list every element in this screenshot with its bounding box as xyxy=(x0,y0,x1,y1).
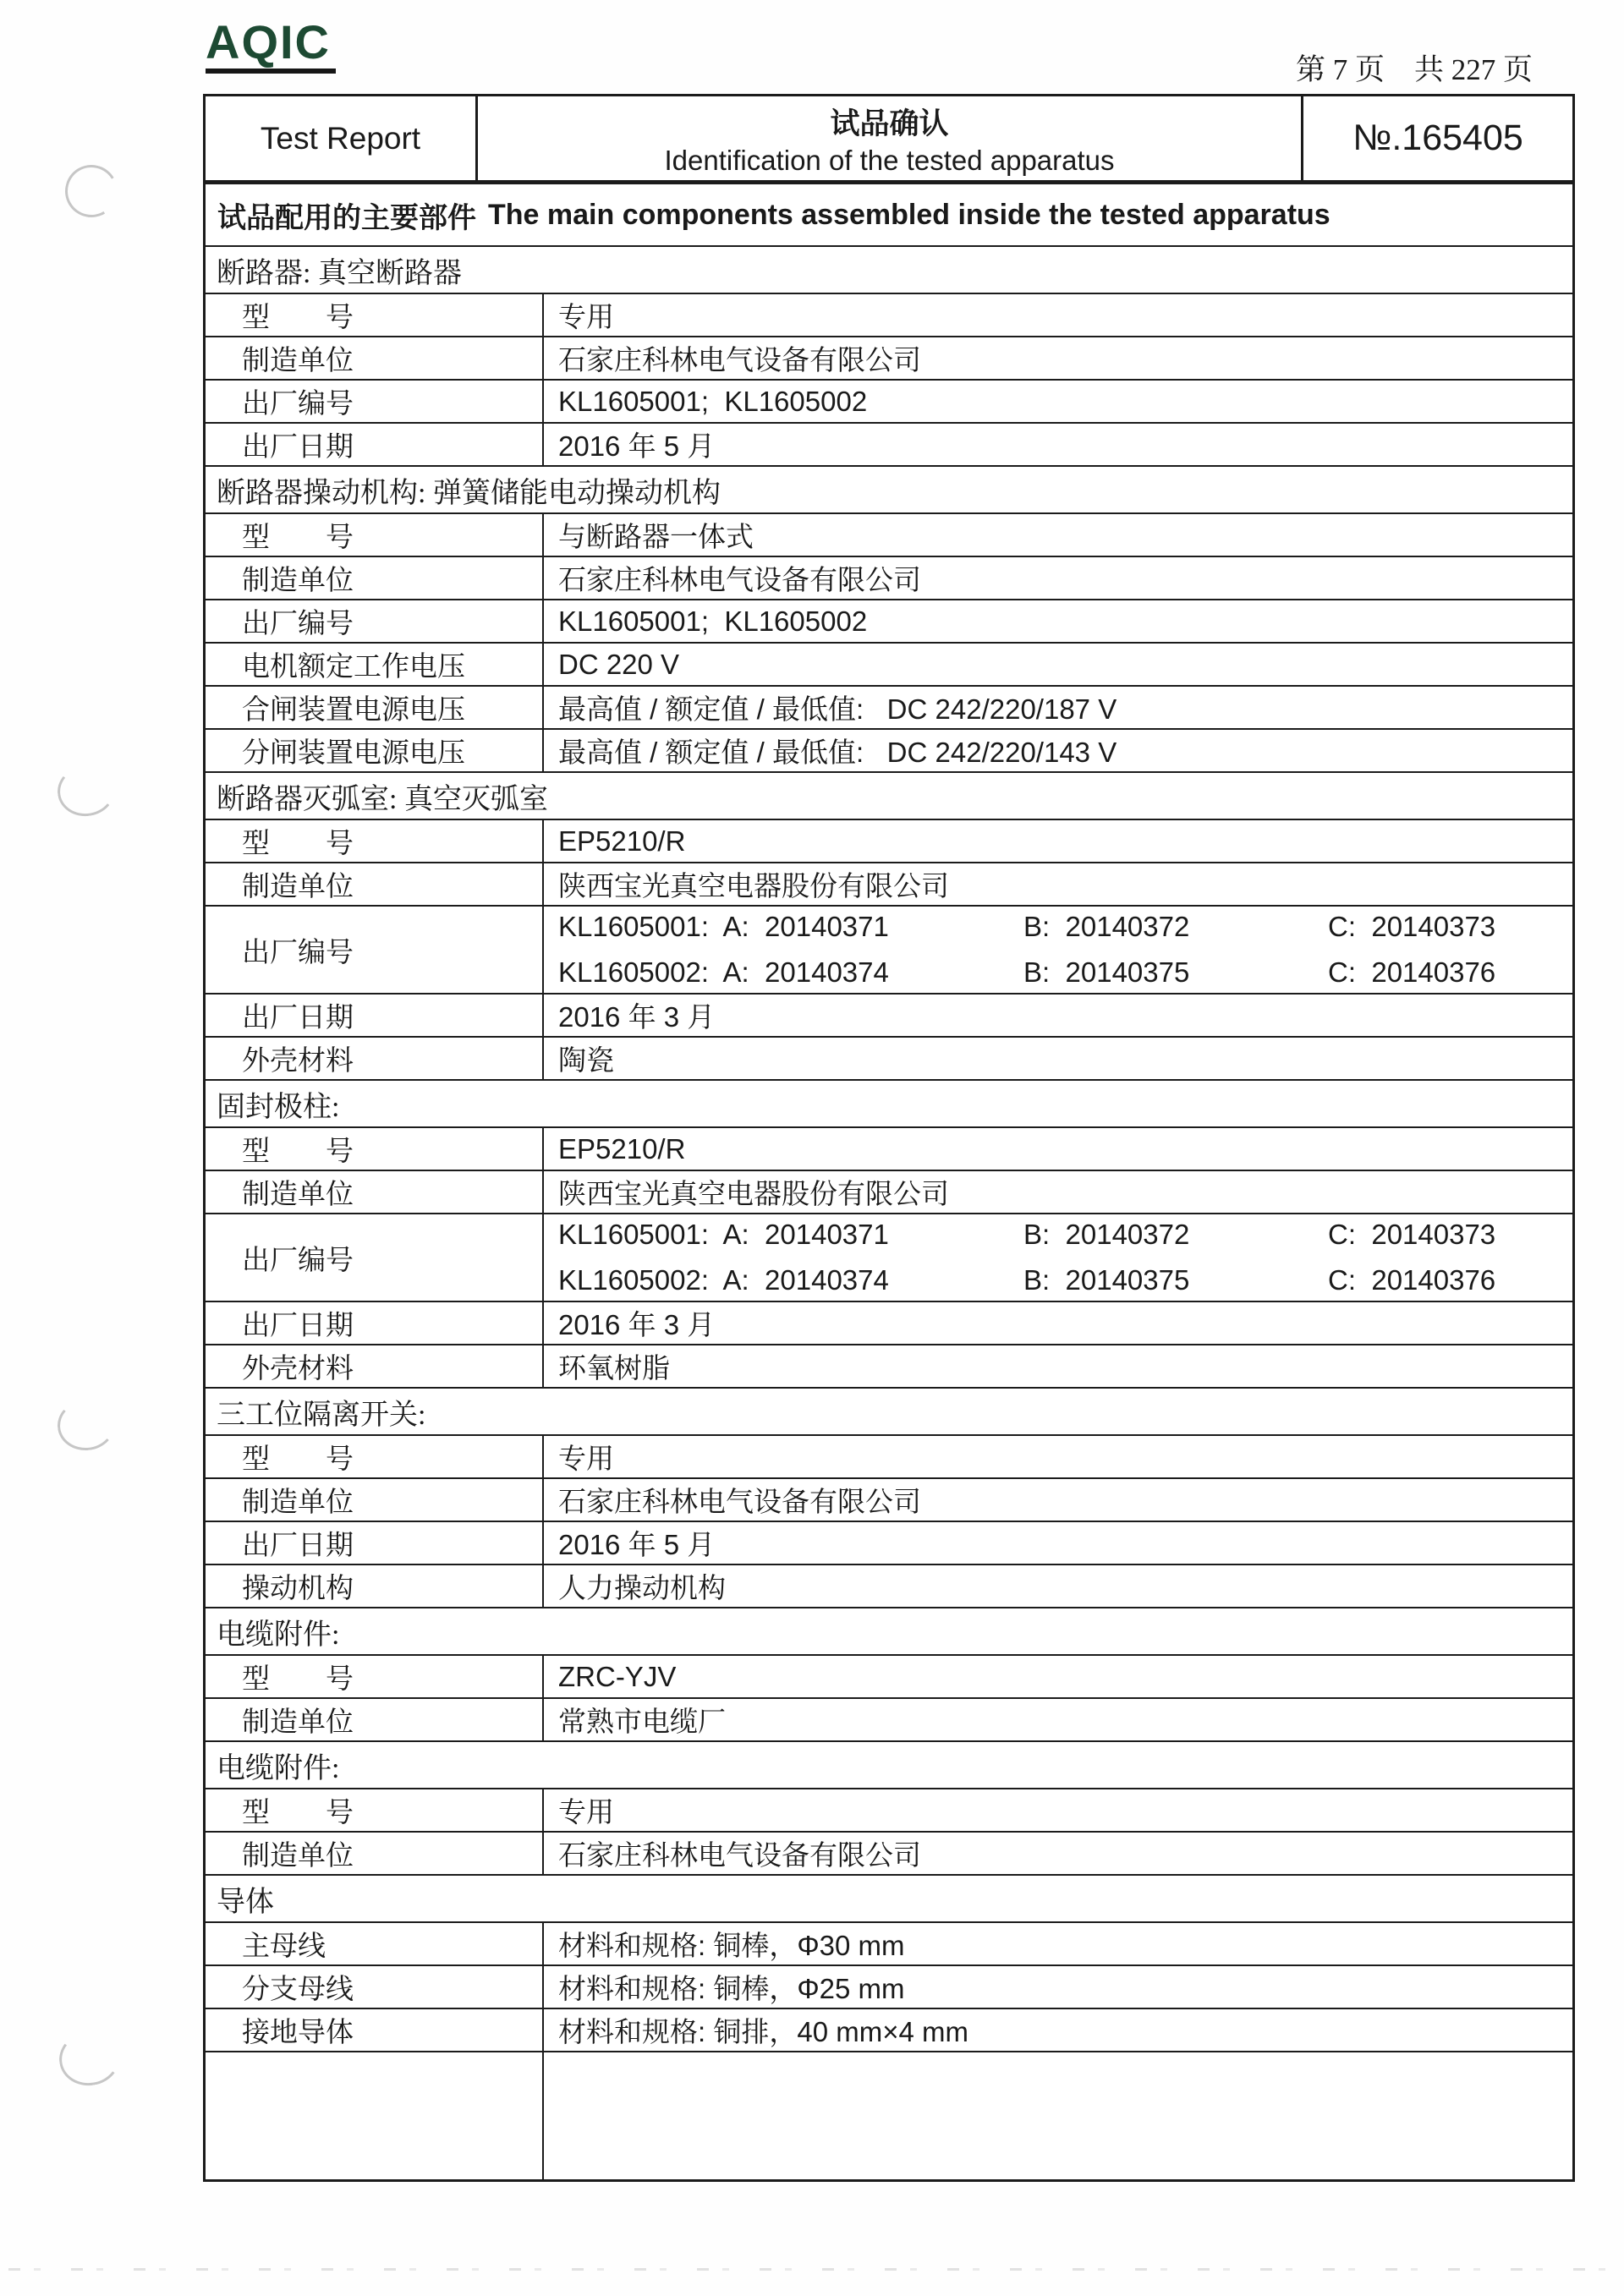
row-label: 出厂编号 xyxy=(242,937,354,968)
table-row xyxy=(206,1921,1572,1964)
table-title-row xyxy=(206,184,1572,245)
row-label-cell xyxy=(206,381,544,422)
row-label: 出厂编号 xyxy=(242,1245,354,1276)
row-label-cell xyxy=(206,863,544,905)
table-row xyxy=(206,728,1572,771)
row-value-cell xyxy=(544,644,1572,685)
row-value-cell xyxy=(544,863,1572,905)
row-value-cell xyxy=(544,2009,1572,2051)
row-label-cell xyxy=(206,1171,544,1213)
empty-row xyxy=(206,2051,1572,2179)
serial-part-b: B: 20140375 xyxy=(1023,956,1190,988)
row-label-cell xyxy=(206,1038,544,1079)
row-value-cell xyxy=(544,995,1572,1036)
row-label-cell xyxy=(206,424,544,465)
row-label-cell xyxy=(206,687,544,728)
serial-part-c: C: 20140376 xyxy=(1328,956,1496,988)
row-value: EP5210/R xyxy=(558,825,686,857)
row-value-cell xyxy=(544,730,1572,771)
row-value: 人力操动机构 xyxy=(558,1572,726,1603)
row-label-cell xyxy=(206,1966,544,2008)
row-value-cell xyxy=(544,1128,1572,1170)
row-value: 环氧树脂 xyxy=(558,1352,670,1384)
row-value-cell xyxy=(544,820,1572,862)
table-row xyxy=(206,1964,1572,2008)
table-row xyxy=(206,1477,1572,1521)
section-header-row xyxy=(206,1874,1572,1921)
row-label-cell xyxy=(206,820,544,862)
row-value: 石家庄科林电气设备有限公司 xyxy=(558,1839,921,1871)
row-label-cell xyxy=(206,1302,544,1344)
row-label-cell xyxy=(206,514,544,556)
row-value: 2016 年 3 月 xyxy=(558,1001,716,1033)
row-label: 型 号 xyxy=(242,1444,354,1475)
row-label: 外壳材料 xyxy=(242,1046,354,1077)
row-value-cell xyxy=(544,1479,1572,1521)
main-components-table xyxy=(203,182,1575,2182)
serial-line xyxy=(558,1219,1572,1251)
section-header-label: 电缆附件: xyxy=(217,1752,340,1784)
table-row-multiline xyxy=(206,905,1572,993)
row-label-cell xyxy=(206,1345,544,1387)
row-value-cell xyxy=(544,600,1572,642)
row-label-cell xyxy=(206,1923,544,1964)
serial-part-b: B: 20140372 xyxy=(1023,1219,1190,1250)
row-label: 型 号 xyxy=(242,829,354,859)
section-header-label: 导体 xyxy=(217,1886,274,1918)
table-title-zh: 试品配用的主要部件 xyxy=(217,202,476,234)
section-header-row xyxy=(206,771,1572,819)
table-row xyxy=(206,1434,1572,1477)
table-row xyxy=(206,1126,1572,1170)
row-label-cell xyxy=(206,1522,544,1564)
test-report-label: Test Report xyxy=(260,120,421,156)
table-row xyxy=(206,1564,1572,1607)
hole-punch-mark xyxy=(55,2026,124,2091)
row-label: 分闸装置电源电压 xyxy=(242,738,465,769)
row-value: KL1605001; KL1605002 xyxy=(558,605,868,637)
scan-noise-line xyxy=(8,2268,1616,2271)
row-label-cell xyxy=(206,1128,544,1170)
row-value-cell xyxy=(544,1789,1572,1831)
report-title-en: Identification of the tested apparatus xyxy=(664,144,1115,176)
hole-punch-mark xyxy=(55,1397,118,1454)
row-label: 出厂编号 xyxy=(242,389,354,419)
row-label-cell xyxy=(206,1699,544,1740)
section-header-label: 断路器: 真空断路器 xyxy=(217,257,462,289)
row-value-cell xyxy=(544,514,1572,556)
row-label: 制造单位 xyxy=(242,1180,354,1210)
row-label: 出厂日期 xyxy=(242,1531,354,1561)
serial-part-a: KL1605002: A: 20140374 xyxy=(558,1264,889,1296)
row-value-cell xyxy=(544,381,1572,422)
table-row xyxy=(206,862,1572,905)
row-value: 专用 xyxy=(558,1443,614,1474)
table-row xyxy=(206,1301,1572,1344)
serial-part-a: KL1605002: A: 20140374 xyxy=(558,956,889,988)
row-value-cell xyxy=(544,687,1572,728)
table-row xyxy=(206,1654,1572,1697)
row-label: 出厂编号 xyxy=(242,609,354,639)
row-label: 制造单位 xyxy=(242,1707,354,1738)
table-row xyxy=(206,1697,1572,1740)
row-value: 陶瓷 xyxy=(558,1044,614,1076)
serial-line xyxy=(558,1264,1572,1296)
row-label: 制造单位 xyxy=(242,872,354,902)
table-row xyxy=(206,379,1572,422)
row-label: 型 号 xyxy=(242,1798,354,1828)
serial-part-c: C: 20140373 xyxy=(1328,1219,1496,1250)
row-value: ZRC-YJV xyxy=(558,1660,677,1692)
section-header-row xyxy=(206,1387,1572,1434)
table-row xyxy=(206,556,1572,599)
row-label: 合闸装置电源电压 xyxy=(242,695,465,726)
row-label-cell xyxy=(206,1833,544,1874)
row-value-cell xyxy=(544,1522,1572,1564)
row-value: 陕西宝光真空电器股份有限公司 xyxy=(558,870,949,901)
row-value: 石家庄科林电气设备有限公司 xyxy=(558,1486,921,1517)
table-row xyxy=(206,642,1572,685)
table-row-multiline xyxy=(206,1213,1572,1301)
hole-punch-mark xyxy=(54,762,118,820)
row-label: 制造单位 xyxy=(242,1488,354,1518)
row-label-cell xyxy=(206,1436,544,1477)
table-row xyxy=(206,1831,1572,1874)
section-header-label: 三工位隔离开关: xyxy=(217,1399,426,1431)
table-row xyxy=(206,2008,1572,2051)
row-value-cell xyxy=(544,1833,1572,1874)
row-value: 2016 年 3 月 xyxy=(558,1309,716,1340)
row-value: 专用 xyxy=(558,1796,614,1827)
table-row xyxy=(206,336,1572,379)
row-label: 电机额定工作电压 xyxy=(242,652,465,682)
row-value: 与断路器一体式 xyxy=(558,521,754,552)
row-label-cell xyxy=(206,2052,544,2179)
table-row xyxy=(206,993,1572,1036)
row-value-cell xyxy=(544,1656,1572,1697)
row-label: 接地导体 xyxy=(242,2018,354,2048)
row-label: 型 号 xyxy=(242,523,354,553)
section-header-row xyxy=(206,465,1572,512)
table-row xyxy=(206,1521,1572,1564)
row-value-cell xyxy=(544,1038,1572,1079)
row-value-cell xyxy=(544,1699,1572,1740)
serial-line xyxy=(558,956,1572,989)
table-row xyxy=(206,819,1572,862)
row-value: 材料和规格: 铜棒，Φ25 mm xyxy=(558,1973,905,2004)
table-row xyxy=(206,1344,1572,1387)
row-label: 制造单位 xyxy=(242,1841,354,1871)
table-row xyxy=(206,685,1572,728)
row-value: 石家庄科林电气设备有限公司 xyxy=(558,564,921,595)
row-label-cell xyxy=(206,1565,544,1607)
row-label-cell xyxy=(206,644,544,685)
section-header-label: 断路器操动机构: 弹簧储能电动操动机构 xyxy=(217,477,721,509)
row-label: 操动机构 xyxy=(242,1574,354,1604)
table-row xyxy=(206,512,1572,556)
row-value: 2016 年 5 月 xyxy=(558,430,716,462)
table-title-en: The main components assembled inside the tested apparatus xyxy=(488,198,1330,231)
serial-part-a: KL1605001: A: 20140371 xyxy=(558,911,889,942)
row-value-cell xyxy=(544,1436,1572,1477)
row-value-cell xyxy=(544,1302,1572,1344)
serial-line xyxy=(558,911,1572,943)
serial-part-b: B: 20140375 xyxy=(1023,1264,1190,1296)
report-header-cell-test-report xyxy=(206,96,478,180)
row-value-cell xyxy=(544,1171,1572,1213)
table-row xyxy=(206,422,1572,465)
table-row xyxy=(206,599,1572,642)
row-label-cell xyxy=(206,907,544,993)
row-value: 材料和规格: 铜排，40 mm×4 mm xyxy=(558,2016,968,2047)
row-value-cell xyxy=(544,1214,1572,1301)
row-label: 制造单位 xyxy=(242,346,354,376)
row-label: 外壳材料 xyxy=(242,1354,354,1384)
aqic-logo: AQIC xyxy=(206,19,336,74)
row-value: 陕西宝光真空电器股份有限公司 xyxy=(558,1178,949,1209)
row-value: 石家庄科林电气设备有限公司 xyxy=(558,344,921,375)
section-header-row xyxy=(206,1740,1572,1788)
row-label: 分支母线 xyxy=(242,1975,354,2005)
page-number: 第 7 页 共 227 页 xyxy=(1295,53,1533,86)
section-header-row xyxy=(206,1079,1572,1126)
row-label-cell xyxy=(206,1789,544,1831)
row-value-cell xyxy=(544,1565,1572,1607)
report-number: №.165405 xyxy=(1352,118,1523,158)
serial-part-b: B: 20140372 xyxy=(1023,911,1190,942)
row-value-cell xyxy=(544,1966,1572,2008)
report-header-table xyxy=(203,94,1575,183)
row-label-cell xyxy=(206,730,544,771)
row-label: 出厂日期 xyxy=(242,432,354,463)
row-label: 型 号 xyxy=(242,1664,354,1695)
report-header-cell-title xyxy=(478,96,1303,180)
section-header-label: 电缆附件: xyxy=(217,1619,340,1651)
row-value-cell xyxy=(544,2052,1572,2179)
row-label: 型 号 xyxy=(242,1137,354,1167)
row-value: 常熟市电缆厂 xyxy=(558,1706,726,1737)
table-row xyxy=(206,1036,1572,1079)
row-value: 最高值 / 额定值 / 最低值: DC 242/220/143 V xyxy=(558,737,1117,768)
serial-part-c: C: 20140376 xyxy=(1328,1264,1496,1296)
row-value-cell xyxy=(544,294,1572,336)
row-value: EP5210/R xyxy=(558,1132,686,1164)
section-header-row xyxy=(206,245,1572,293)
section-header-label: 固封极柱: xyxy=(217,1091,340,1123)
report-title-zh: 试品确认 xyxy=(830,107,949,140)
report-header-cell-number xyxy=(1303,96,1572,180)
row-label-cell xyxy=(206,600,544,642)
row-label-cell xyxy=(206,1656,544,1697)
table-row xyxy=(206,293,1572,336)
row-value: 2016 年 5 月 xyxy=(558,1529,716,1560)
row-label: 制造单位 xyxy=(242,566,354,596)
row-label-cell xyxy=(206,1479,544,1521)
row-label-cell xyxy=(206,557,544,599)
row-value-cell xyxy=(544,424,1572,465)
row-label: 型 号 xyxy=(242,303,354,333)
row-label: 出厂日期 xyxy=(242,1003,354,1033)
row-label-cell xyxy=(206,1214,544,1301)
row-value-cell xyxy=(544,1923,1572,1964)
serial-part-c: C: 20140373 xyxy=(1328,911,1496,942)
row-value: 材料和规格: 铜棒，Φ30 mm xyxy=(558,1930,905,1961)
section-header-label: 断路器灭弧室: 真空灭弧室 xyxy=(217,783,548,815)
serial-part-a: KL1605001: A: 20140371 xyxy=(558,1219,889,1250)
section-header-row xyxy=(206,1607,1572,1654)
row-label-cell xyxy=(206,2009,544,2051)
row-value-cell xyxy=(544,1345,1572,1387)
row-value: KL1605001; KL1605002 xyxy=(558,385,868,417)
row-label-cell xyxy=(206,337,544,379)
row-label: 主母线 xyxy=(242,1932,326,1962)
row-label-cell xyxy=(206,995,544,1036)
row-value-cell xyxy=(544,337,1572,379)
row-value: 专用 xyxy=(558,301,614,332)
table-row xyxy=(206,1170,1572,1213)
row-value-cell xyxy=(544,557,1572,599)
row-value-cell xyxy=(544,907,1572,993)
row-value: DC 220 V xyxy=(558,648,680,680)
row-label-cell xyxy=(206,294,544,336)
hole-punch-mark xyxy=(59,159,123,222)
row-value: 最高值 / 额定值 / 最低值: DC 242/220/187 V xyxy=(558,693,1117,725)
table-row xyxy=(206,1788,1572,1831)
row-label: 出厂日期 xyxy=(242,1311,354,1341)
